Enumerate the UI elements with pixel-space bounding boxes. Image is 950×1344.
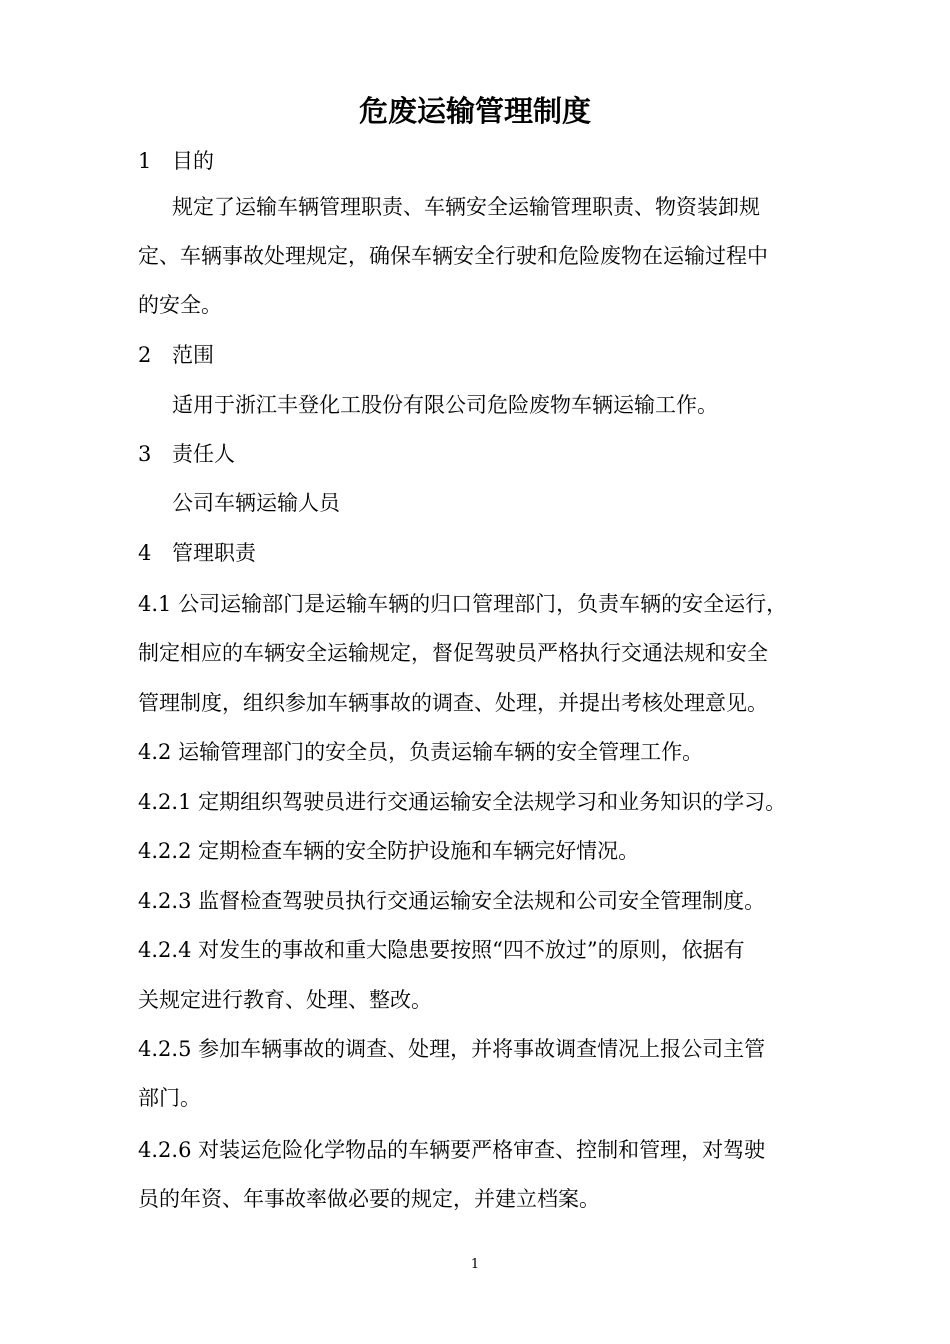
document-title: 危废运输管理制度 <box>358 94 591 128</box>
section-heading-4 <box>138 538 838 568</box>
paragraph-line: 4.2.6 对装运危险化学物品的车辆要严格审查、控制和管理，对驾驶 <box>138 1138 766 1162</box>
section-title: 目的 <box>172 149 214 173</box>
page-number: 1 <box>470 1257 480 1272</box>
paragraph-line: 规定了运输车辆管理职责、车辆安全运输管理职责、物资装卸规 <box>172 195 760 219</box>
section-heading-3 <box>138 439 838 469</box>
section-number: 4 <box>138 541 152 565</box>
section-title: 范围 <box>172 343 214 367</box>
section-title: 责任人 <box>172 442 235 466</box>
section-heading-2 <box>138 340 838 370</box>
paragraph-line: 适用于浙江丰登化工股份有限公司危险废物车辆运输工作。 <box>172 393 718 417</box>
section-number: 3 <box>138 442 152 466</box>
section-number: 1 <box>138 149 152 173</box>
paragraph-line: 管理制度，组织参加车辆事故的调查、处理，并提出考核处理意见。 <box>138 691 768 715</box>
paragraph-line: 公司车辆运输人员 <box>172 491 340 515</box>
paragraph-line: 4.2.1 定期组织驾驶员进行交通运输安全法规学习和业务知识的学习。 <box>138 790 787 814</box>
paragraph-line: 关规定进行教育、处理、整改。 <box>138 988 432 1012</box>
section-title: 管理职责 <box>172 541 256 565</box>
paragraph-line: 4.2.4 对发生的事故和重大隐患要按照“四不放过”的原则，依据有 <box>138 938 745 962</box>
paragraph-line: 定、车辆事故处理规定，确保车辆安全行驶和危险废物在运输过程中 <box>138 244 768 268</box>
paragraph-line: 部门。 <box>138 1086 201 1110</box>
paragraph-line: 4.1 公司运输部门是运输车辆的归口管理部门，负责车辆的安全运行， <box>138 592 788 616</box>
paragraph-line: 4.2.5 参加车辆事故的调查、处理，并将事故调查情况上报公司主管 <box>138 1037 766 1061</box>
paragraph-line: 制定相应的车辆安全运输规定，督促驾驶员严格执行交通法规和安全 <box>138 641 768 665</box>
paragraph-line: 的安全。 <box>138 293 222 317</box>
section-number: 2 <box>138 343 152 367</box>
paragraph-line: 4.2 运输管理部门的安全员，负责运输车辆的安全管理工作。 <box>138 740 704 764</box>
section-heading-1 <box>138 146 838 176</box>
paragraph-line: 4.2.3 监督检查驾驶员执行交通运输安全法规和公司安全管理制度。 <box>138 889 766 913</box>
paragraph-line: 4.2.2 定期检查车辆的安全防护设施和车辆完好情况。 <box>138 839 640 863</box>
paragraph-line: 员的年资、年事故率做必要的规定，并建立档案。 <box>138 1187 600 1211</box>
